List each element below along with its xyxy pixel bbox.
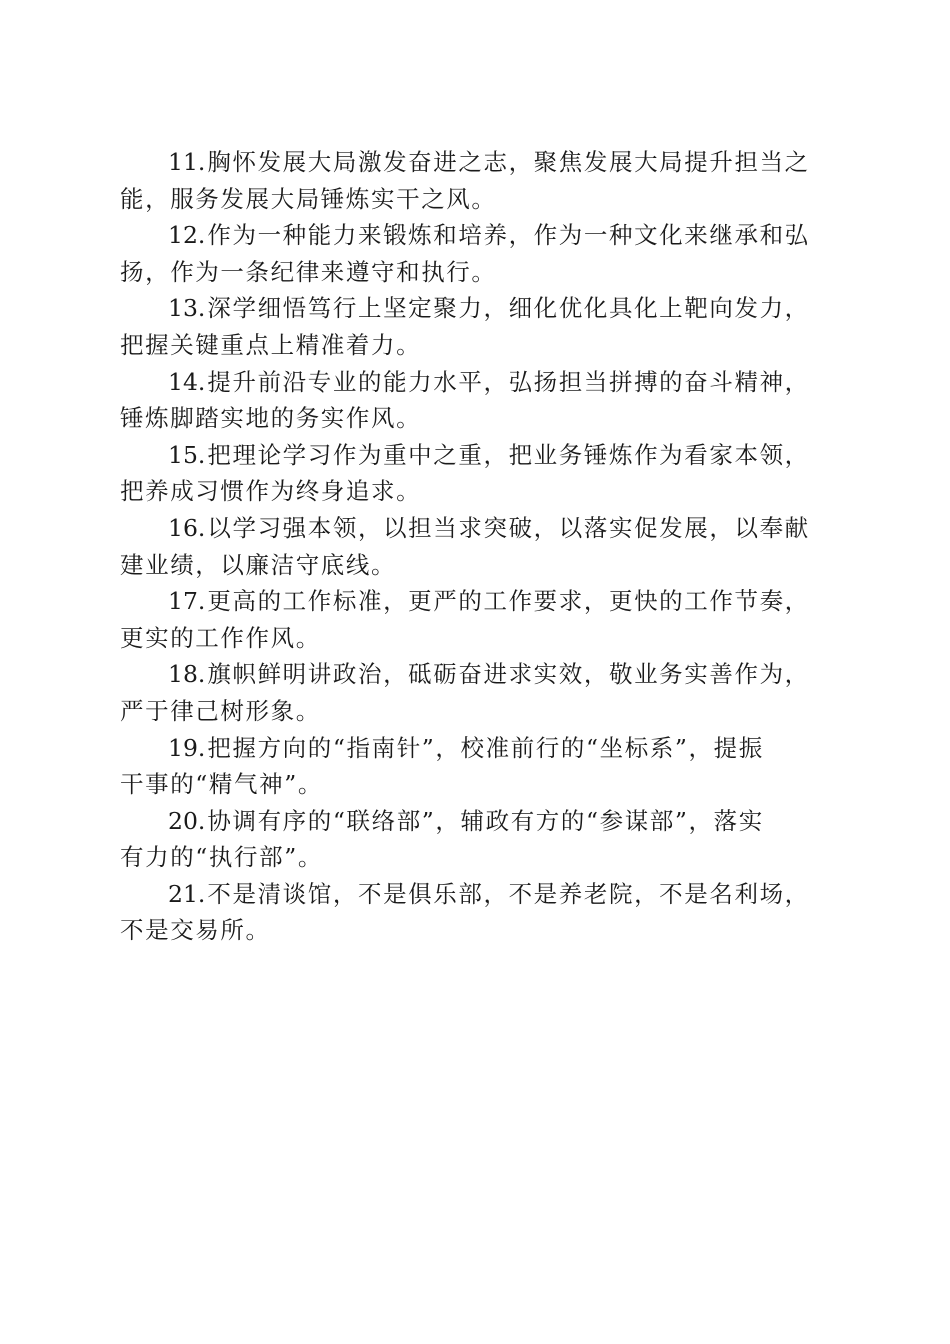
item-text-line: 提升前沿专业的能力水平，弘扬担当拼搏的奋斗精神， xyxy=(207,367,810,396)
list-item-13 xyxy=(120,290,825,363)
item-text-line: 不是清谈馆，不是俱乐部，不是养老院，不是名利场， xyxy=(207,879,810,908)
list-item-14 xyxy=(120,364,825,437)
item-text-line: 能，服务发展大局锤炼实干之风。 xyxy=(120,184,497,213)
item-text-line: 锤炼脚踏实地的务实作风。 xyxy=(120,404,422,433)
item-number: 15. xyxy=(168,440,206,469)
list-item-16 xyxy=(120,510,825,583)
item-number: 19. xyxy=(168,733,206,762)
list-item-11 xyxy=(120,144,825,217)
document-page xyxy=(120,144,825,949)
list-item-20 xyxy=(120,803,825,876)
item-text-line: 以学习强本领，以担当求突破，以落实促发展，以奉献 xyxy=(207,513,810,542)
item-text-line: 严于律己树形象。 xyxy=(120,696,321,725)
item-number: 12. xyxy=(168,221,206,250)
item-text-line: 把理论学习作为重中之重，把业务锤炼作为看家本领， xyxy=(207,440,810,469)
item-number: 16. xyxy=(168,513,206,542)
item-text-line: 把握方向的“指南针”，校准前行的“坐标系”，提振 xyxy=(207,733,764,762)
item-text-line: 扬，作为一条纪律来遵守和执行。 xyxy=(120,257,497,286)
item-number: 13. xyxy=(168,294,206,323)
list-item-19 xyxy=(120,730,825,803)
item-text-line: 胸怀发展大局激发奋进之志，聚焦发展大局提升担当之 xyxy=(207,148,810,176)
item-text-line: 协调有序的“联络部”，辅政有方的“参谋部”，落实 xyxy=(207,806,764,835)
item-text-line: 深学细悟笃行上坚定聚力，细化优化具化上靶向发力， xyxy=(207,294,810,323)
item-text-line: 旗帜鲜明讲政治，砥砺奋进求实效，敬业务实善作为， xyxy=(207,660,810,689)
item-text-line: 把养成习惯作为终身追求。 xyxy=(120,477,422,506)
item-number: 21. xyxy=(168,879,206,908)
item-number: 18. xyxy=(168,660,206,689)
item-text-line: 有力的“执行部”。 xyxy=(120,843,323,872)
item-number: 14. xyxy=(168,367,206,396)
item-number: 17. xyxy=(168,587,206,616)
item-text-line: 建业绩，以廉洁守底线。 xyxy=(120,550,397,579)
list-item-15 xyxy=(120,437,825,510)
item-text-line: 干事的“精气神”。 xyxy=(120,770,323,799)
item-text-line: 作为一种能力来锻炼和培养，作为一种文化来继承和弘 xyxy=(207,221,810,250)
item-text-line: 不是交易所。 xyxy=(120,916,271,945)
list-item-21 xyxy=(120,876,825,949)
list-item-12 xyxy=(120,217,825,290)
item-number: 11. xyxy=(168,148,206,176)
item-text-line: 更实的工作作风。 xyxy=(120,623,321,652)
item-text-line: 把握关键重点上精准着力。 xyxy=(120,330,422,359)
item-number: 20. xyxy=(168,806,206,835)
list-item-17 xyxy=(120,583,825,656)
item-text-line: 更高的工作标准，更严的工作要求，更快的工作节奏， xyxy=(207,587,810,616)
list-item-18 xyxy=(120,656,825,729)
